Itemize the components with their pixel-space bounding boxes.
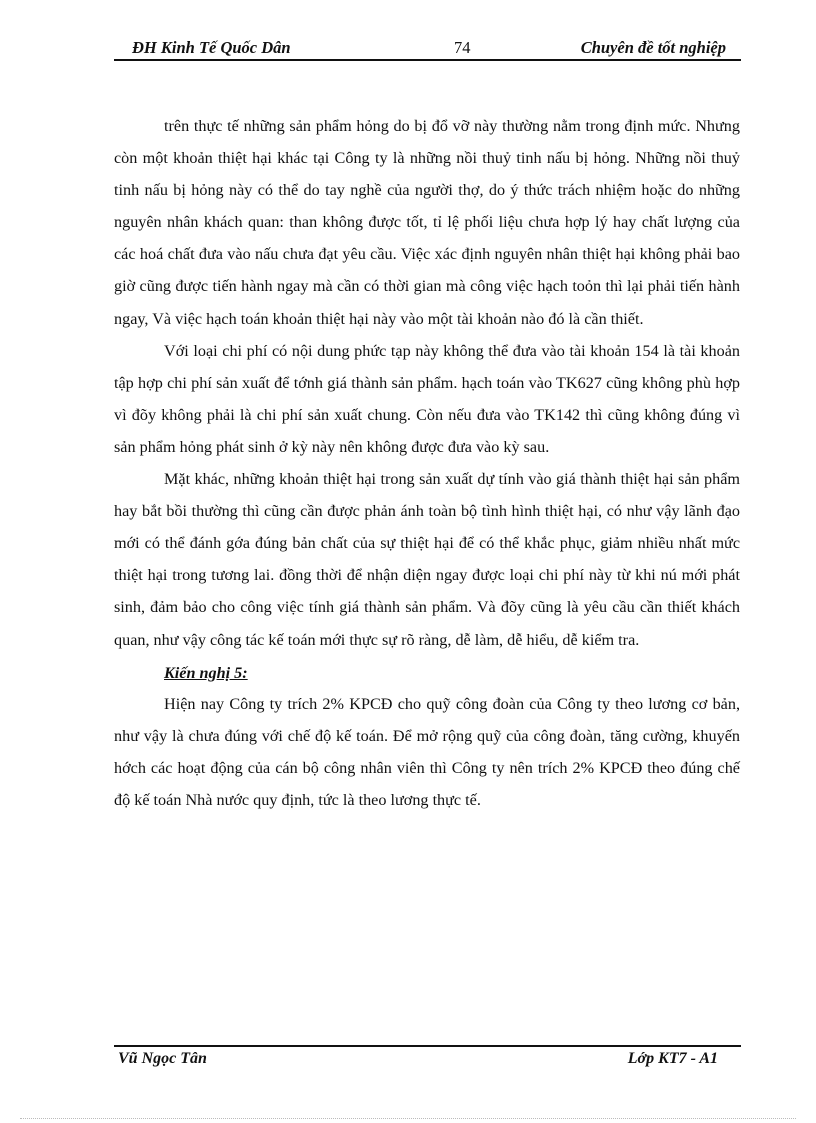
document-body bbox=[114, 110, 740, 816]
paragraph-3: Mặt khác, những khoản thiệt hại trong sản xuất dự tính vào giá thành thiệt hại sản phẩm hay bắt bồi thường thì cũng cần được phản ánh toàn bộ tình hình thiệt hại, có như vậy lãnh đạo mới có thể đánh gớa đúng bản chất của sự thiệt hại để có thể khắc phục, giảm nhiều nhất mức thiệt hại trong tương lai. đồng thời để nhận diện ngay được loại chi phí này từ khi nú mới phát sinh, đảm bảo cho công việc tính giá thành sản phẩm. Và đõy cũng là yêu cầu cần thiết khách quan, như vậy công tác kế toán mới thực sự rõ ràng, dễ làm, dễ hiểu, dễ kiểm tra. bbox=[114, 470, 740, 649]
paragraph-2: Với loại chi phí có nội dung phức tạp này không thể đưa vào tài khoản 154 là tài khoản tập hợp chi phí sản xuất để tớnh giá thành sản phẩm. hạch toán vào TK627 cũng không phù hợp vì đõy không phải là chi phí sản xuất chung. Còn nếu đưa vào TK142 thì cũng không đúng vì sản phẩm hỏng phát sinh ở kỳ này nên không được đưa vào kỳ sau. bbox=[114, 341, 740, 456]
page-header bbox=[114, 38, 740, 60]
page-edge bbox=[20, 1118, 796, 1119]
header-document-type: Chuyên đề tốt nghiệp bbox=[580, 38, 726, 57]
header-divider bbox=[114, 59, 741, 61]
footer-author: Vũ Ngọc Tân bbox=[118, 1050, 207, 1067]
paragraph-4: Hiện nay Công ty trích 2% KPCĐ cho quỹ công đoàn của Công ty theo lương cơ bản, như vậy là chưa đúng với chế độ kế toán. Để mở rộng quỹ của công đoàn, tăng cường, khuyến hớch các hoạt động của cán bộ công nhân viên thì Công ty nên trích 2% KPCĐ theo đúng chế độ kế toán Nhà nước quy định, tức là theo lương thực tế. bbox=[114, 694, 740, 809]
page-footer bbox=[114, 1050, 740, 1072]
header-page-number: 74 bbox=[454, 38, 471, 57]
section-heading: Kiến nghị 5: bbox=[164, 663, 248, 682]
paragraph-1: trên thực tế những sản phẩm hỏng do bị đổ vỡ này thường nằm trong định mức. Nhưng còn một khoản thiệt hại khác tại Công ty là những nồi thuỷ tinh nấu bị hỏng. Những nồi thuỷ tinh nấu bị hỏng này có thể do tay nghề của người thợ, do ý thức trách nhiệm hoặc do những nguyên nhân khách quan: than không được tốt, tỉ lệ phối liệu chưa hợp lý hay chất lượng của các hoá chất đưa vào nấu chưa đạt yêu cầu. Việc xác định nguyên nhân thiệt hại không phải bao giờ cũng được tiến hành ngay mà cần có thời gian mà công việc hạch toỏn thì lại phải tiến hành ngay, Và việc hạch toán khoản thiệt hại này vào một tài khoản nào đó là cần thiết. bbox=[114, 117, 740, 328]
header-university: ĐH Kinh Tế Quốc Dân bbox=[132, 38, 291, 57]
footer-class: Lớp KT7 - A1 bbox=[627, 1050, 718, 1067]
footer-divider bbox=[114, 1045, 741, 1047]
